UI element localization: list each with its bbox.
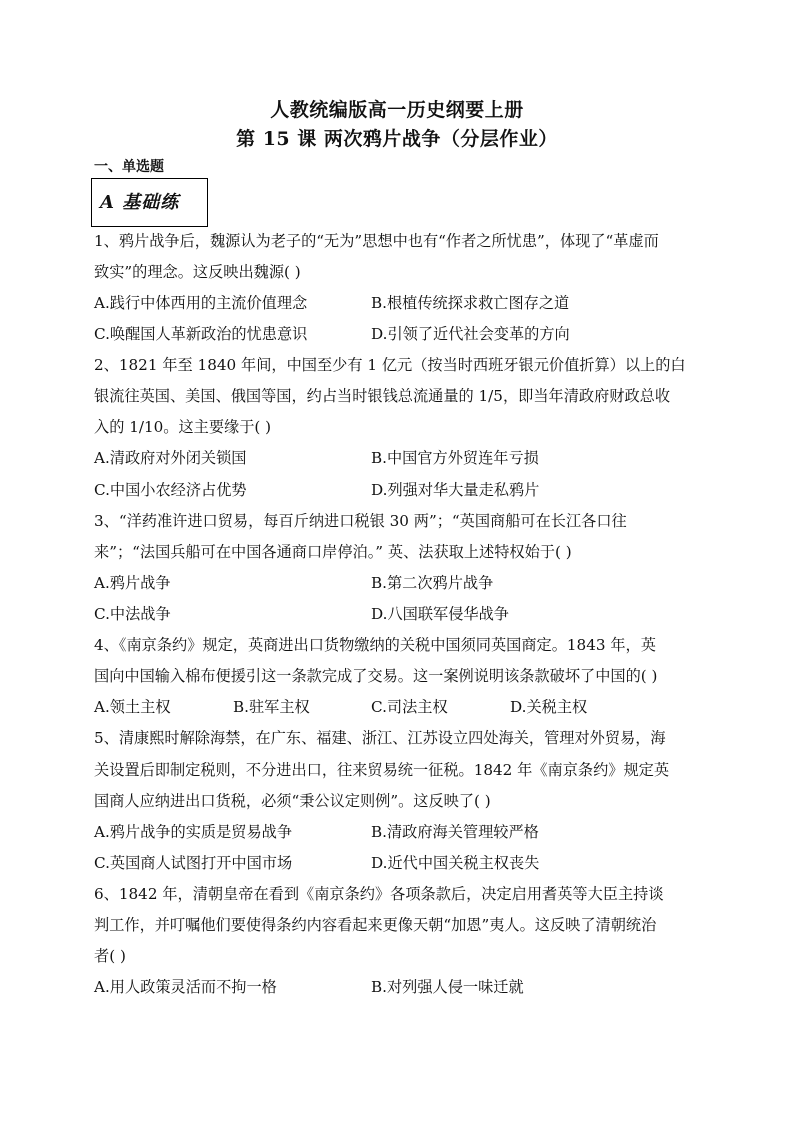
question-6-stem-line-1: 6、1842 年，清朝皇帝在看到《南京条约》各项条款后，决定启用耆英等大臣主持谈 — [94, 885, 664, 903]
question-4-option-d: D.关税主权 — [510, 698, 588, 716]
question-3-option-d: D.八国联军侵华战争 — [371, 605, 509, 623]
question-1-option-d: D.引领了近代社会变革的方向 — [371, 325, 570, 343]
question-2-stem-line-1: 2、1821 年至 1840 年间，中国至少有 1 亿元（按当时西班牙银元价值折算）以上的白 — [94, 356, 686, 374]
question-5-option-b: B.清政府海关管理较严格 — [371, 823, 539, 841]
question-3-stem-line-2: 来”；“法国兵船可在中国各通商口岸停泊。” 英、法获取上述特权始于( ) — [94, 543, 572, 561]
section-heading: 一、单选题 — [94, 159, 164, 175]
question-5-stem-line-2: 关设置后即制定税则，不分进出口，往来贸易统一征税。1842 年《南京条约》规定英 — [94, 761, 670, 779]
question-2-option-d: D.列强对华大量走私鸦片 — [371, 481, 540, 499]
level-label-box — [91, 178, 208, 227]
question-1-option-b: B.根植传统探求救亡图存之道 — [371, 294, 570, 312]
question-3-option-c: C.中法战争 — [94, 605, 171, 623]
question-3-stem-line-1: 3、“洋药准许进口贸易，每百斤纳进口税银 30 两”；“英国商船可在长江各口往 — [94, 512, 627, 530]
question-6-stem-line-2: 判工作，并叮嘱他们要使得条约内容看起来更像天朝“加恩”夷人。这反映了清朝统治 — [94, 916, 657, 934]
question-6-stem-line-3: 者( ) — [94, 947, 126, 965]
question-4-stem-line-2: 国向中国输入棉布便援引这一条款完成了交易。这一案例说明该条款破坏了中国的( ) — [94, 667, 658, 685]
question-2-option-a: A.清政府对外闭关锁国 — [94, 449, 247, 467]
question-4-option-a: A.领土主权 — [94, 698, 171, 716]
question-1-stem-line-1: 1、鸦片战争后，魏源认为老子的“无为”思想中也有“作者之所忧患”，体现了“革虚而 — [94, 232, 659, 250]
question-3-option-b: B.第二次鸦片战争 — [371, 574, 494, 592]
question-2-stem-line-2: 银流往英国、美国、俄国等国，约占当时银钱总流通量的 1/5，即当年清政府财政总收 — [94, 387, 671, 405]
question-2-option-b: B.中国官方外贸连年亏损 — [371, 449, 539, 467]
question-2-stem-line-3: 入的 1/10。这主要缘于( ) — [94, 418, 272, 436]
question-1-stem-line-2: 致实”的理念。这反映出魏源( ) — [94, 263, 301, 281]
question-5-option-c: C.英国商人试图打开中国市场 — [94, 854, 293, 872]
question-4-stem-line-1: 4、《南京条约》规定，英商进出口货物缴纳的关税中国须同英国商定。1843 年，英 — [94, 636, 656, 654]
question-1-option-c: C.唤醒国人革新政治的忧患意识 — [94, 325, 308, 343]
question-6-option-a: A.用人政策灵活而不拘一格 — [94, 978, 277, 996]
question-3-option-a: A.鸦片战争 — [94, 574, 171, 592]
question-5-stem-line-1: 5、清康熙时解除海禁，在广东、福建、浙江、江苏设立四处海关，管理对外贸易，海 — [94, 729, 666, 747]
document-title: 人教统编版高一历史纲要上册 — [270, 99, 524, 121]
level-label: A 基础练 — [100, 192, 180, 213]
document-subtitle: 第 15 课 两次鸦片战争（分层作业） — [236, 128, 558, 150]
question-5-option-d: D.近代中国关税主权丧失 — [371, 854, 540, 872]
question-5-option-a: A.鸦片战争的实质是贸易战争 — [94, 823, 293, 841]
question-6-option-b: B.对列强人侵一味迁就 — [371, 978, 524, 996]
question-2-option-c: C.中国小农经济占优势 — [94, 481, 247, 499]
question-4-option-c: C.司法主权 — [371, 698, 448, 716]
question-4-option-b: B.驻军主权 — [233, 698, 310, 716]
question-5-stem-line-3: 国商人应纳进出口货税，必须“秉公议定则例”。这反映了( ) — [94, 792, 491, 810]
question-1-option-a: A.践行中体西用的主流价值理念 — [94, 294, 308, 312]
